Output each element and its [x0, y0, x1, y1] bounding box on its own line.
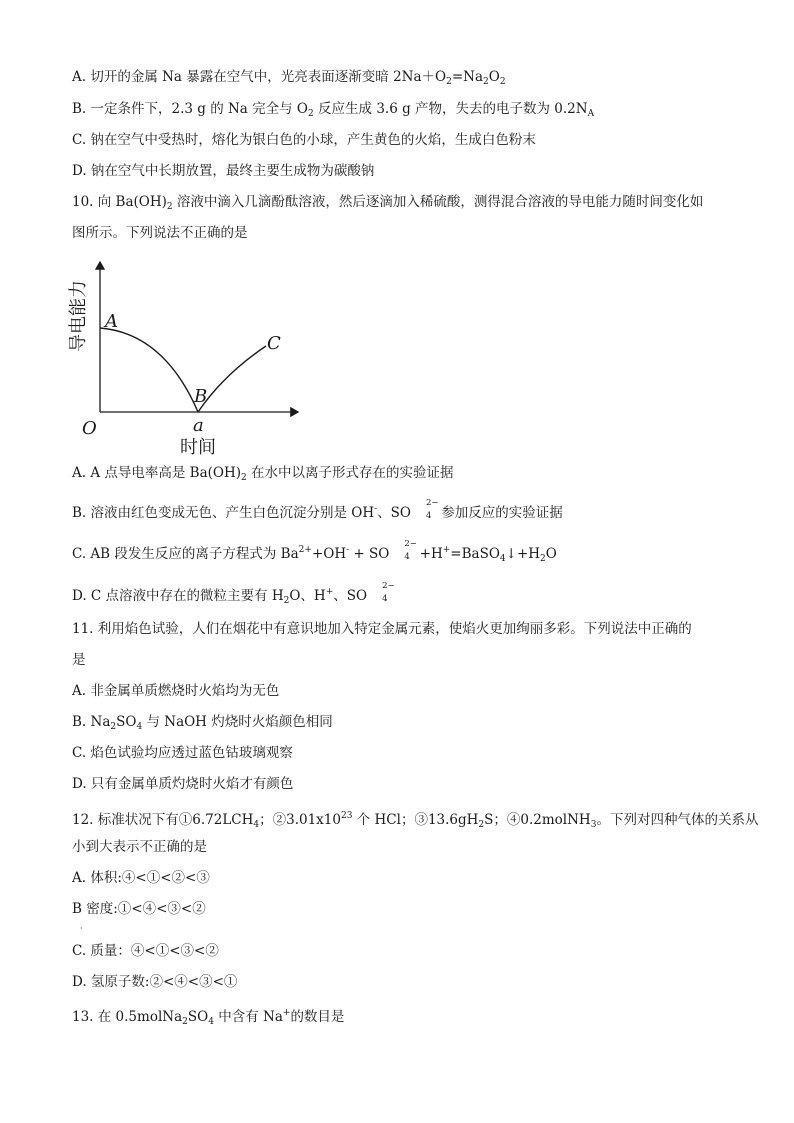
q9-option-c: C. 钠在空气中受热时，熔化为银白色的小球，产生黄色的火焰，生成白色粉末 [72, 132, 536, 148]
q12-stem-line2: 小到大表示不正确的是 [72, 839, 207, 855]
conductivity-time-figure [60, 260, 320, 460]
q11-stem-line2: 是 [72, 652, 86, 668]
q11-option-c: C. 焰色试验均应透过蓝色钴玻璃观察 [72, 745, 293, 761]
q10-option-b: B. 溶液由红色变成无色、产生白色沉淀分别是 OH-、SO 2− 4 参加反应的实验证据 [72, 498, 563, 521]
x-axis-label: 时间 [180, 437, 216, 458]
q11-stem-line1: 11. 利用焰色试验，人们在烟花中有意识地加入特定金属元素，使焰火更加绚丽多彩。下列说法中正确的 [72, 621, 692, 637]
point-a-lower-label: a [193, 415, 204, 436]
point-a-label: A [105, 311, 118, 332]
q10-option-d: D. C 点溶液中存在的微粒主要有 $H_2O$、H+、SO 2− 4 [72, 581, 395, 606]
point-c-label: C [267, 333, 281, 354]
stray-dot-mark: · [80, 924, 83, 933]
curve-bc [198, 346, 266, 412]
q10-option-a: A. A 点导电率高是 $Ba(OH)_2$ 在水中以离子形式存在的实验证据 [72, 465, 454, 483]
q9-option-b: B. 一定条件下，2.3 g 的 Na 完全与 $O_2$ 反应生成 3.6 g 产物，失去的电子数为 $0.2N_A$ [72, 101, 595, 119]
q10-stem-line2: 图所示。下列说法不正确的是 [72, 225, 248, 241]
q10-option-c: C. AB 段发生反应的离子方程式为 $Ba^{2+}+OH^-$ + SO 2− 4 $+H^+=BaSO_4↓+H_2O$ [72, 539, 557, 564]
q13-stem: 13. 在 $0.5molNa_2SO_4$ 中含有 Na+的数目是 [72, 1008, 345, 1027]
q12-option-d: D. 氢原子数:②<④<③<① [72, 974, 238, 990]
origin-label: O [82, 418, 97, 439]
q11-option-d: D. 只有金属单质灼烧时火焰才有颜色 [72, 776, 294, 792]
q9-option-d: D. 钠在空气中长期放置，最终主要生成物为碳酸钠 [72, 163, 375, 179]
q12-stem-line1: 12. 标准状况下有$①6.72LCH_4$；$②3.01x10^{23}$ 个 HCl；$③13.6gH_2S$；④0.2molNH$_3$。下列对四种气体的关系从 [72, 811, 759, 830]
q12-option-b: B 密度:①<④<③<② [72, 901, 206, 917]
q11-option-a: A. 非金属单质燃烧时火焰均为无色 [72, 683, 280, 699]
q9-option-a: A. 切开的金属 Na 暴露在空气中，光亮表面逐渐变暗 $2Na+O_2=Na_2O_2$ [72, 69, 506, 87]
y-axis-label: 导电能力 [68, 280, 89, 352]
q12-option-c: C. 质量：④<①<③<② [72, 943, 219, 959]
q10-stem-line1: 10. 向 $Ba(OH)_2$ 溶液中滴入几滴酚酞溶液，然后逐滴加入稀硫酸，测得混合溶液的导电能力随时间变化如 [72, 194, 704, 212]
q12-option-a: A. 体积:④<①<②<③ [72, 870, 210, 886]
curve-ab [100, 328, 198, 412]
point-b-label: B [194, 386, 208, 407]
q11-option-b: B. $Na_2SO_4$ 与 NaOH 灼烧时火焰颜色相同 [72, 714, 333, 732]
